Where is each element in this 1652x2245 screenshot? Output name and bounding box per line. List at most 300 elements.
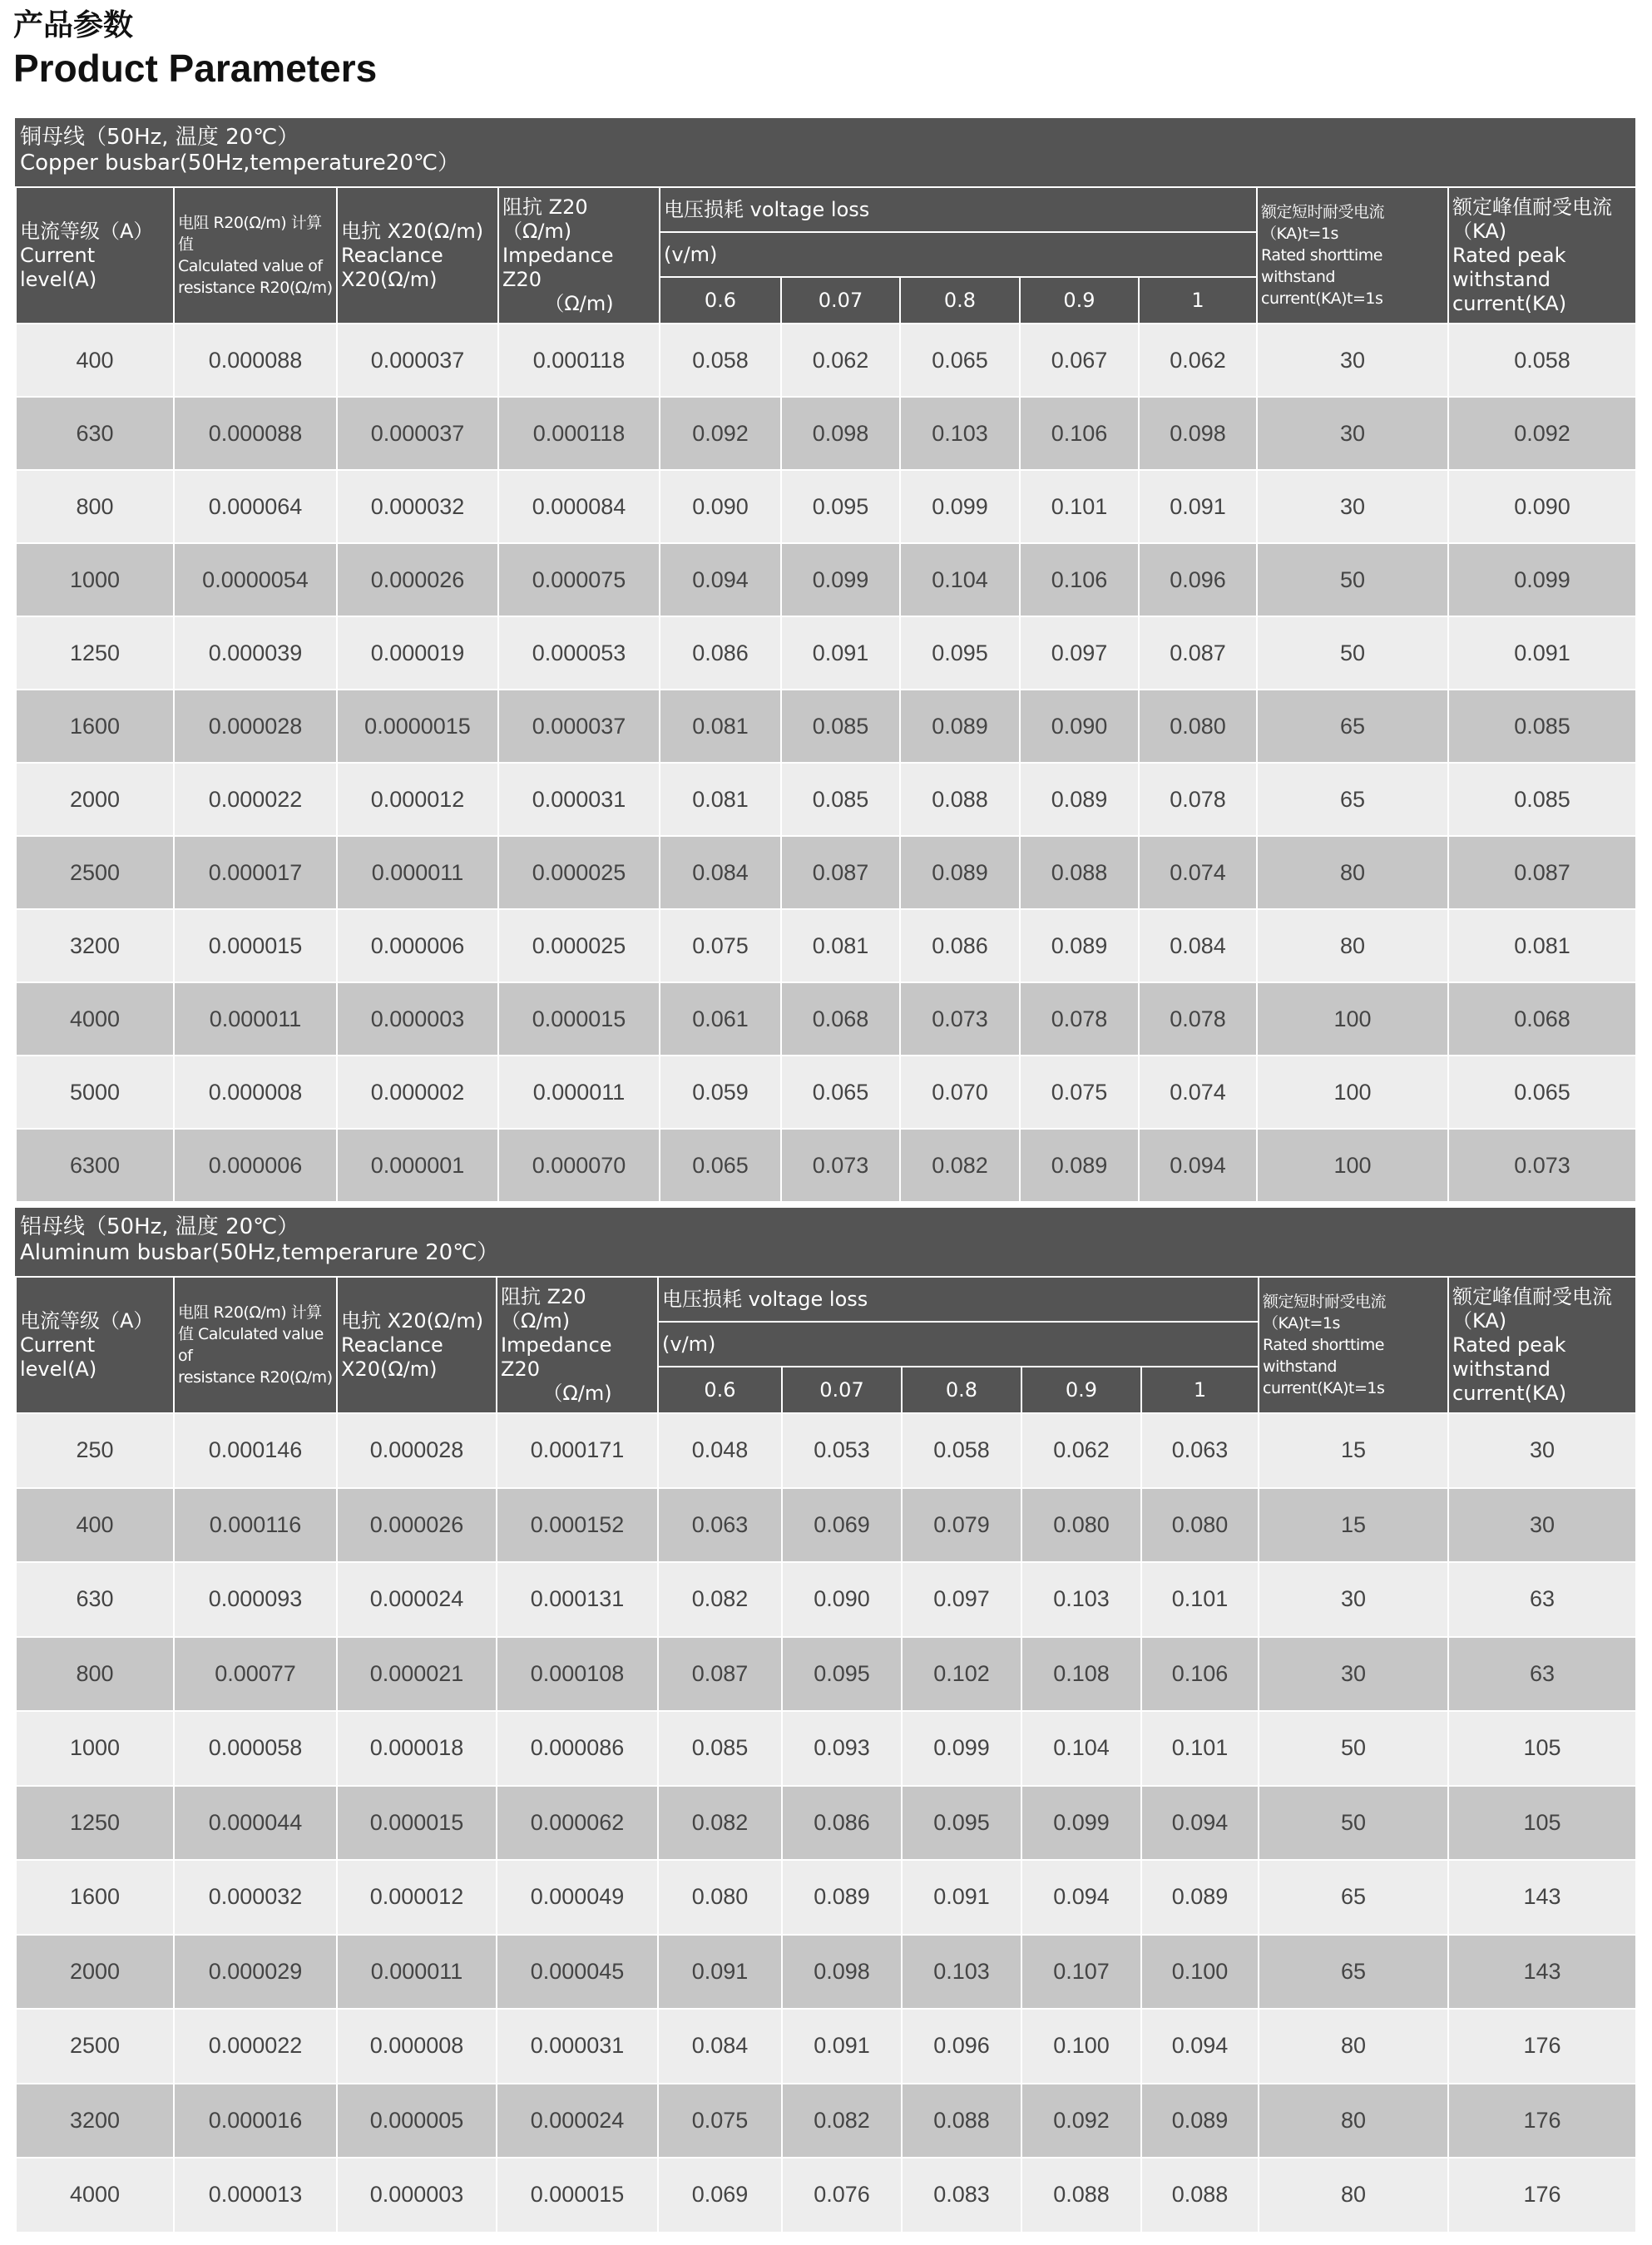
table-cell: 0.108 [1021, 1637, 1141, 1712]
table-cell: 0.053 [782, 1413, 902, 1488]
header-pf: 0.9 [1021, 1367, 1141, 1413]
table-cell: 80 [1259, 2084, 1448, 2158]
page-heading [13, 7, 377, 91]
table-cell: 100 [1257, 1056, 1448, 1129]
table-cell: 80 [1259, 2158, 1448, 2233]
table-cell: 1600 [16, 1860, 174, 1935]
table-cell: 0.000013 [174, 2158, 337, 2233]
table-cell: 0.081 [660, 763, 781, 836]
table-cell: 4000 [16, 2158, 174, 2233]
table-cell: 0.094 [1021, 1860, 1141, 1935]
table-cell: 0.067 [1020, 324, 1139, 397]
header-pf: 0.6 [660, 277, 781, 324]
table-cell: 0.089 [1020, 909, 1139, 982]
table-cell: 0.081 [781, 909, 900, 982]
table-cell: 0.081 [1448, 909, 1636, 982]
table-cell: 0.000024 [497, 2084, 658, 2158]
table-cell: 0.102 [902, 1637, 1021, 1712]
table-cell: 0.078 [1020, 982, 1139, 1056]
table-cell: 1000 [16, 543, 174, 616]
table-cell: 0.095 [782, 1637, 902, 1712]
table-cell: 0.099 [1448, 543, 1636, 616]
header-resistance: 电阻 R20(Ω/m) 计算值 Calculated value of resistance R20(Ω/m) [174, 187, 337, 324]
table-cell: 0.082 [658, 1562, 782, 1637]
table-cell: 0.078 [1139, 763, 1257, 836]
table-cell: 0.000037 [337, 324, 498, 397]
table-cell: 0.065 [900, 324, 1020, 397]
table-cell: 80 [1257, 909, 1448, 982]
table-row [16, 2084, 1636, 2158]
table-cell: 0.065 [781, 1056, 900, 1129]
table-cell: 0.091 [782, 2009, 902, 2084]
table-cell: 0.101 [1020, 470, 1139, 543]
header-impedance: 阻抗 Z20（Ω/m) Impedance Z20 （Ω/m) [497, 1277, 658, 1413]
table-cell: 0.086 [900, 909, 1020, 982]
table-cell: 0.000044 [174, 1786, 337, 1861]
table-cell: 65 [1259, 1935, 1448, 2010]
header-pf: 0.6 [658, 1367, 782, 1413]
table-cell: 0.000018 [337, 1711, 497, 1786]
table-row [16, 324, 1636, 397]
table-cell: 0.084 [660, 836, 781, 909]
table-cell: 1250 [16, 1786, 174, 1861]
table-row [16, 543, 1636, 616]
table-cell: 2000 [16, 763, 174, 836]
table-cell: 0.000012 [337, 1860, 497, 1935]
table-cell: 0.091 [1139, 470, 1257, 543]
table-cell: 0.000075 [498, 543, 660, 616]
table-cell: 0.085 [658, 1711, 782, 1786]
table-cell: 0.087 [781, 836, 900, 909]
table-cell: 0.090 [660, 470, 781, 543]
table-row [16, 836, 1636, 909]
table-cell: 0.065 [660, 1129, 781, 1202]
table-cell: 30 [1257, 470, 1448, 543]
table-cell: 176 [1448, 2084, 1636, 2158]
table-cell: 0.091 [902, 1860, 1021, 1935]
table-cell: 5000 [16, 1056, 174, 1129]
table-row [16, 470, 1636, 543]
table-cell: 0.000021 [337, 1637, 497, 1712]
table-cell: 0.00077 [174, 1637, 337, 1712]
table-cell: 0.101 [1141, 1711, 1259, 1786]
table-cell: 0.103 [900, 397, 1020, 470]
table-cell: 0.084 [1139, 909, 1257, 982]
table-cell: 0.063 [658, 1488, 782, 1563]
table-cell: 0.089 [1141, 1860, 1259, 1935]
aluminum-parameters-table [15, 1276, 1637, 2233]
page-title-cn: 产品参数 [13, 8, 134, 42]
copper-title-en: Copper busbar(50Hz,temperature20℃） [20, 151, 460, 176]
table-cell: 50 [1257, 543, 1448, 616]
table-cell: 0.087 [658, 1637, 782, 1712]
header-voltage-loss-unit: (v/m) [660, 232, 1257, 277]
table-cell: 0.000022 [174, 2009, 337, 2084]
table-cell: 0.000039 [174, 616, 337, 690]
table-cell: 0.000017 [174, 836, 337, 909]
table-cell: 400 [16, 1488, 174, 1563]
table-cell: 30 [1448, 1488, 1636, 1563]
table-cell: 0.095 [781, 470, 900, 543]
table-cell: 50 [1259, 1786, 1448, 1861]
table-cell: 15 [1259, 1413, 1448, 1488]
table-cell: 0.092 [1021, 2084, 1141, 2158]
table-cell: 0.089 [1020, 1129, 1139, 1202]
table-cell: 176 [1448, 2009, 1636, 2084]
table-row [16, 1935, 1636, 2010]
table-cell: 0.099 [1021, 1786, 1141, 1861]
table-cell: 0.000146 [174, 1413, 337, 1488]
table-cell: 0.091 [1448, 616, 1636, 690]
table-cell: 0.000028 [174, 690, 337, 763]
table-cell: 0.089 [900, 690, 1020, 763]
table-cell: 30 [1259, 1637, 1448, 1712]
table-cell: 0.080 [1021, 1488, 1141, 1563]
table-cell: 0.000093 [174, 1562, 337, 1637]
table-cell: 0.080 [1139, 690, 1257, 763]
table-cell: 0.000008 [174, 1056, 337, 1129]
table-cell: 30 [1448, 1413, 1636, 1488]
table-cell: 0.104 [900, 543, 1020, 616]
table-cell: 0.000028 [337, 1413, 497, 1488]
table-cell: 0.000037 [498, 690, 660, 763]
table-cell: 0.000003 [337, 982, 498, 1056]
table-cell: 0.087 [1448, 836, 1636, 909]
table-cell: 0.076 [782, 2158, 902, 2233]
table-cell: 0.000032 [174, 1860, 337, 1935]
table-cell: 0.095 [900, 616, 1020, 690]
table-cell: 0.075 [658, 2084, 782, 2158]
table-cell: 0.099 [900, 470, 1020, 543]
table-cell: 0.000025 [498, 836, 660, 909]
table-cell: 65 [1257, 690, 1448, 763]
table-cell: 0.000116 [174, 1488, 337, 1563]
table-cell: 0.097 [902, 1562, 1021, 1637]
table-cell: 0.058 [902, 1413, 1021, 1488]
table-cell: 0.000118 [498, 397, 660, 470]
table-cell: 0.000045 [497, 1935, 658, 2010]
table-cell: 0.078 [1139, 982, 1257, 1056]
table-cell: 0.096 [902, 2009, 1021, 2084]
table-cell: 0.069 [782, 1488, 902, 1563]
table-cell: 0.107 [1021, 1935, 1141, 2010]
table-cell: 0.092 [660, 397, 781, 470]
table-cell: 30 [1257, 397, 1448, 470]
table-row [16, 1637, 1636, 1712]
table-cell: 0.000108 [497, 1637, 658, 1712]
table-cell: 0.085 [781, 763, 900, 836]
table-cell: 0.089 [1020, 763, 1139, 836]
table-cell: 0.085 [1448, 763, 1636, 836]
header-peak-current: 额定峰值耐受电流（KA) Rated peak withstand current(KA) [1448, 187, 1636, 324]
table-cell: 0.079 [902, 1488, 1021, 1563]
header-reactance: 电抗 X20(Ω/m) Reaclance X20(Ω/m) [337, 1277, 497, 1413]
table-cell: 400 [16, 324, 174, 397]
table-cell: 0.098 [1139, 397, 1257, 470]
table-cell: 0.086 [660, 616, 781, 690]
table-cell: 0.065 [1448, 1056, 1636, 1129]
table-row [16, 690, 1636, 763]
table-cell: 0.000012 [337, 763, 498, 836]
table-cell: 0.094 [1141, 2009, 1259, 2084]
table-cell: 1000 [16, 1711, 174, 1786]
table-cell: 0.062 [781, 324, 900, 397]
table-cell: 0.090 [1448, 470, 1636, 543]
header-pf: 0.8 [900, 277, 1020, 324]
table-cell: 0.070 [900, 1056, 1020, 1129]
table-cell: 0.073 [900, 982, 1020, 1056]
table-cell: 0.096 [1139, 543, 1257, 616]
table-cell: 0.106 [1020, 397, 1139, 470]
table-cell: 3200 [16, 909, 174, 982]
table-cell: 0.000015 [497, 2158, 658, 2233]
table-cell: 0.091 [658, 1935, 782, 2010]
table-cell: 0.080 [658, 1860, 782, 1935]
table-cell: 65 [1257, 763, 1448, 836]
table-cell: 0.099 [902, 1711, 1021, 1786]
table-row [16, 1413, 1636, 1488]
table-cell: 0.074 [1139, 836, 1257, 909]
table-cell: 0.000029 [174, 1935, 337, 2010]
table-cell: 0.088 [902, 2084, 1021, 2158]
table-cell: 0.0000054 [174, 543, 337, 616]
table-cell: 0.085 [781, 690, 900, 763]
aluminum-section-title [15, 1208, 1635, 1276]
table-row [16, 1711, 1636, 1786]
table-row [16, 616, 1636, 690]
table-cell: 1250 [16, 616, 174, 690]
table-row [16, 1488, 1636, 1563]
table-cell: 0.095 [902, 1786, 1021, 1861]
table-cell: 105 [1448, 1711, 1636, 1786]
table-cell: 0.058 [1448, 324, 1636, 397]
table-cell: 0.069 [658, 2158, 782, 2233]
table-cell: 0.082 [782, 2084, 902, 2158]
copper-parameters-table [15, 186, 1637, 1203]
table-cell: 105 [1448, 1786, 1636, 1861]
header-voltage-loss-unit: (v/m) [658, 1322, 1259, 1367]
table-cell: 0.0000015 [337, 690, 498, 763]
table-cell: 0.000006 [337, 909, 498, 982]
table-cell: 0.086 [782, 1786, 902, 1861]
table-cell: 0.058 [660, 324, 781, 397]
table-cell: 0.000022 [174, 763, 337, 836]
table-cell: 0.000152 [497, 1488, 658, 1563]
table-cell: 0.000058 [174, 1711, 337, 1786]
table-row [16, 982, 1636, 1056]
table-cell: 0.000015 [337, 1786, 497, 1861]
table-cell: 0.089 [782, 1860, 902, 1935]
table-cell: 0.101 [1141, 1562, 1259, 1637]
table-cell: 0.073 [781, 1129, 900, 1202]
table-cell: 0.000037 [337, 397, 498, 470]
table-row [16, 909, 1636, 982]
table-cell: 143 [1448, 1935, 1636, 2010]
table-cell: 0.000049 [497, 1860, 658, 1935]
copper-title-cn: 铜母线（50Hz, 温度 20℃） [20, 125, 299, 150]
table-cell: 0.082 [658, 1786, 782, 1861]
table-cell: 100 [1257, 1129, 1448, 1202]
table-cell: 0.082 [900, 1129, 1020, 1202]
table-cell: 0.000011 [337, 836, 498, 909]
table-cell: 0.088 [900, 763, 1020, 836]
table-cell: 0.106 [1141, 1637, 1259, 1712]
table-cell: 0.084 [658, 2009, 782, 2084]
table-cell: 0.088 [1141, 2158, 1259, 2233]
table-cell: 30 [1259, 1562, 1448, 1637]
table-cell: 0.089 [900, 836, 1020, 909]
table-cell: 0.080 [1141, 1488, 1259, 1563]
table-cell: 0.000070 [498, 1129, 660, 1202]
table-cell: 0.073 [1448, 1129, 1636, 1202]
table-cell: 0.000171 [497, 1413, 658, 1488]
table-cell: 0.048 [658, 1413, 782, 1488]
table-cell: 0.000005 [337, 2084, 497, 2158]
table-cell: 0.000026 [337, 1488, 497, 1563]
table-cell: 0.061 [660, 982, 781, 1056]
table-cell: 0.094 [1141, 1786, 1259, 1861]
table-cell: 15 [1259, 1488, 1448, 1563]
header-pf: 0.07 [782, 1367, 902, 1413]
aluminum-title-en: Aluminum busbar(50Hz,temperarure 20℃） [20, 1240, 499, 1265]
table-cell: 1600 [16, 690, 174, 763]
table-cell: 0.083 [902, 2158, 1021, 2233]
table-cell: 0.000118 [498, 324, 660, 397]
header-current-level: 电流等级（A） Current level(A) [16, 187, 174, 324]
table-row [16, 1860, 1636, 1935]
header-shorttime-current: 额定短时耐受电流（KA)t=1s Rated shorttime withstand current(KA)t=1s [1257, 187, 1448, 324]
table-cell: 0.094 [660, 543, 781, 616]
header-pf: 1 [1141, 1367, 1259, 1413]
table-cell: 0.000064 [174, 470, 337, 543]
aluminum-busbar-section [15, 1208, 1635, 2233]
table-row [16, 1056, 1636, 1129]
copper-busbar-section [15, 118, 1635, 1203]
table-cell: 0.000001 [337, 1129, 498, 1202]
table-cell: 0.097 [1020, 616, 1139, 690]
header-resistance: 电阻 R20(Ω/m) 计算 值 Calculated value of resistance R20(Ω/m) [174, 1277, 337, 1413]
table-cell: 0.062 [1139, 324, 1257, 397]
table-row [16, 763, 1636, 836]
table-cell: 6300 [16, 1129, 174, 1202]
table-cell: 2500 [16, 836, 174, 909]
table-cell: 0.000031 [498, 763, 660, 836]
aluminum-title-cn: 铝母线（50Hz, 温度 20℃） [20, 1214, 299, 1239]
table-cell: 2000 [16, 1935, 174, 2010]
table-cell: 63 [1448, 1562, 1636, 1637]
table-cell: 0.000016 [174, 2084, 337, 2158]
table-cell: 0.000011 [174, 982, 337, 1056]
table-cell: 0.000002 [337, 1056, 498, 1129]
table-cell: 0.099 [781, 543, 900, 616]
table-cell: 0.062 [1021, 1413, 1141, 1488]
table-cell: 0.074 [1139, 1056, 1257, 1129]
table-cell: 0.000003 [337, 2158, 497, 2233]
table-cell: 0.000062 [497, 1786, 658, 1861]
header-voltage-loss: 电压损耗 voltage loss [658, 1277, 1259, 1322]
table-cell: 0.093 [782, 1711, 902, 1786]
table-cell: 2500 [16, 2009, 174, 2084]
table-cell: 0.068 [781, 982, 900, 1056]
table-cell: 176 [1448, 2158, 1636, 2233]
table-cell: 80 [1257, 836, 1448, 909]
table-cell: 0.000086 [497, 1711, 658, 1786]
table-cell: 0.089 [1141, 2084, 1259, 2158]
table-cell: 0.000131 [497, 1562, 658, 1637]
header-voltage-loss: 电压损耗 voltage loss [660, 187, 1257, 232]
table-cell: 30 [1257, 324, 1448, 397]
table-cell: 0.103 [1021, 1562, 1141, 1637]
table-cell: 0.000025 [498, 909, 660, 982]
page-title-en: Product Parameters [13, 47, 378, 90]
table-cell: 0.000088 [174, 397, 337, 470]
table-cell: 0.090 [782, 1562, 902, 1637]
table-cell: 0.000011 [337, 1935, 497, 2010]
header-pf: 0.07 [781, 277, 900, 324]
table-cell: 50 [1257, 616, 1448, 690]
copper-section-title [15, 118, 1635, 186]
table-cell: 143 [1448, 1860, 1636, 1935]
table-cell: 65 [1259, 1860, 1448, 1935]
table-cell: 0.098 [782, 1935, 902, 2010]
header-pf: 0.8 [902, 1367, 1021, 1413]
table-cell: 250 [16, 1413, 174, 1488]
table-cell: 630 [16, 1562, 174, 1637]
table-cell: 0.075 [660, 909, 781, 982]
header-impedance: 阻抗 Z20（Ω/m) Impedance Z20 （Ω/m) [498, 187, 660, 324]
table-cell: 0.000032 [337, 470, 498, 543]
table-row [16, 1786, 1636, 1861]
table-cell: 100 [1257, 982, 1448, 1056]
table-cell: 800 [16, 1637, 174, 1712]
table-cell: 63 [1448, 1637, 1636, 1712]
table-cell: 0.100 [1021, 2009, 1141, 2084]
table-cell: 0.000015 [498, 982, 660, 1056]
table-cell: 0.063 [1141, 1413, 1259, 1488]
header-pf: 1 [1139, 277, 1257, 324]
table-cell: 0.092 [1448, 397, 1636, 470]
table-cell: 0.000011 [498, 1056, 660, 1129]
table-cell: 630 [16, 397, 174, 470]
table-cell: 0.000015 [174, 909, 337, 982]
table-cell: 4000 [16, 982, 174, 1056]
table-cell: 0.088 [1020, 836, 1139, 909]
table-cell: 80 [1259, 2009, 1448, 2084]
table-row [16, 2158, 1636, 2233]
table-cell: 0.000084 [498, 470, 660, 543]
table-cell: 0.000088 [174, 324, 337, 397]
table-cell: 0.091 [781, 616, 900, 690]
header-shorttime-current: 额定短时耐受电流（KA)t=1s Rated shorttime withstand current(KA)t=1s [1259, 1277, 1448, 1413]
table-cell: 0.068 [1448, 982, 1636, 1056]
table-cell: 0.104 [1021, 1711, 1141, 1786]
header-current-level: 电流等级（A） Current level(A) [16, 1277, 174, 1413]
table-cell: 50 [1259, 1711, 1448, 1786]
table-cell: 0.000026 [337, 543, 498, 616]
table-cell: 800 [16, 470, 174, 543]
table-cell: 0.090 [1020, 690, 1139, 763]
table-cell: 0.088 [1021, 2158, 1141, 2233]
table-cell: 0.000053 [498, 616, 660, 690]
table-cell: 0.000024 [337, 1562, 497, 1637]
table-row [16, 1562, 1636, 1637]
table-cell: 0.000019 [337, 616, 498, 690]
table-cell: 0.000008 [337, 2009, 497, 2084]
table-cell: 0.000031 [497, 2009, 658, 2084]
table-row [16, 1129, 1636, 1202]
table-cell: 0.081 [660, 690, 781, 763]
table-cell: 0.100 [1141, 1935, 1259, 2010]
